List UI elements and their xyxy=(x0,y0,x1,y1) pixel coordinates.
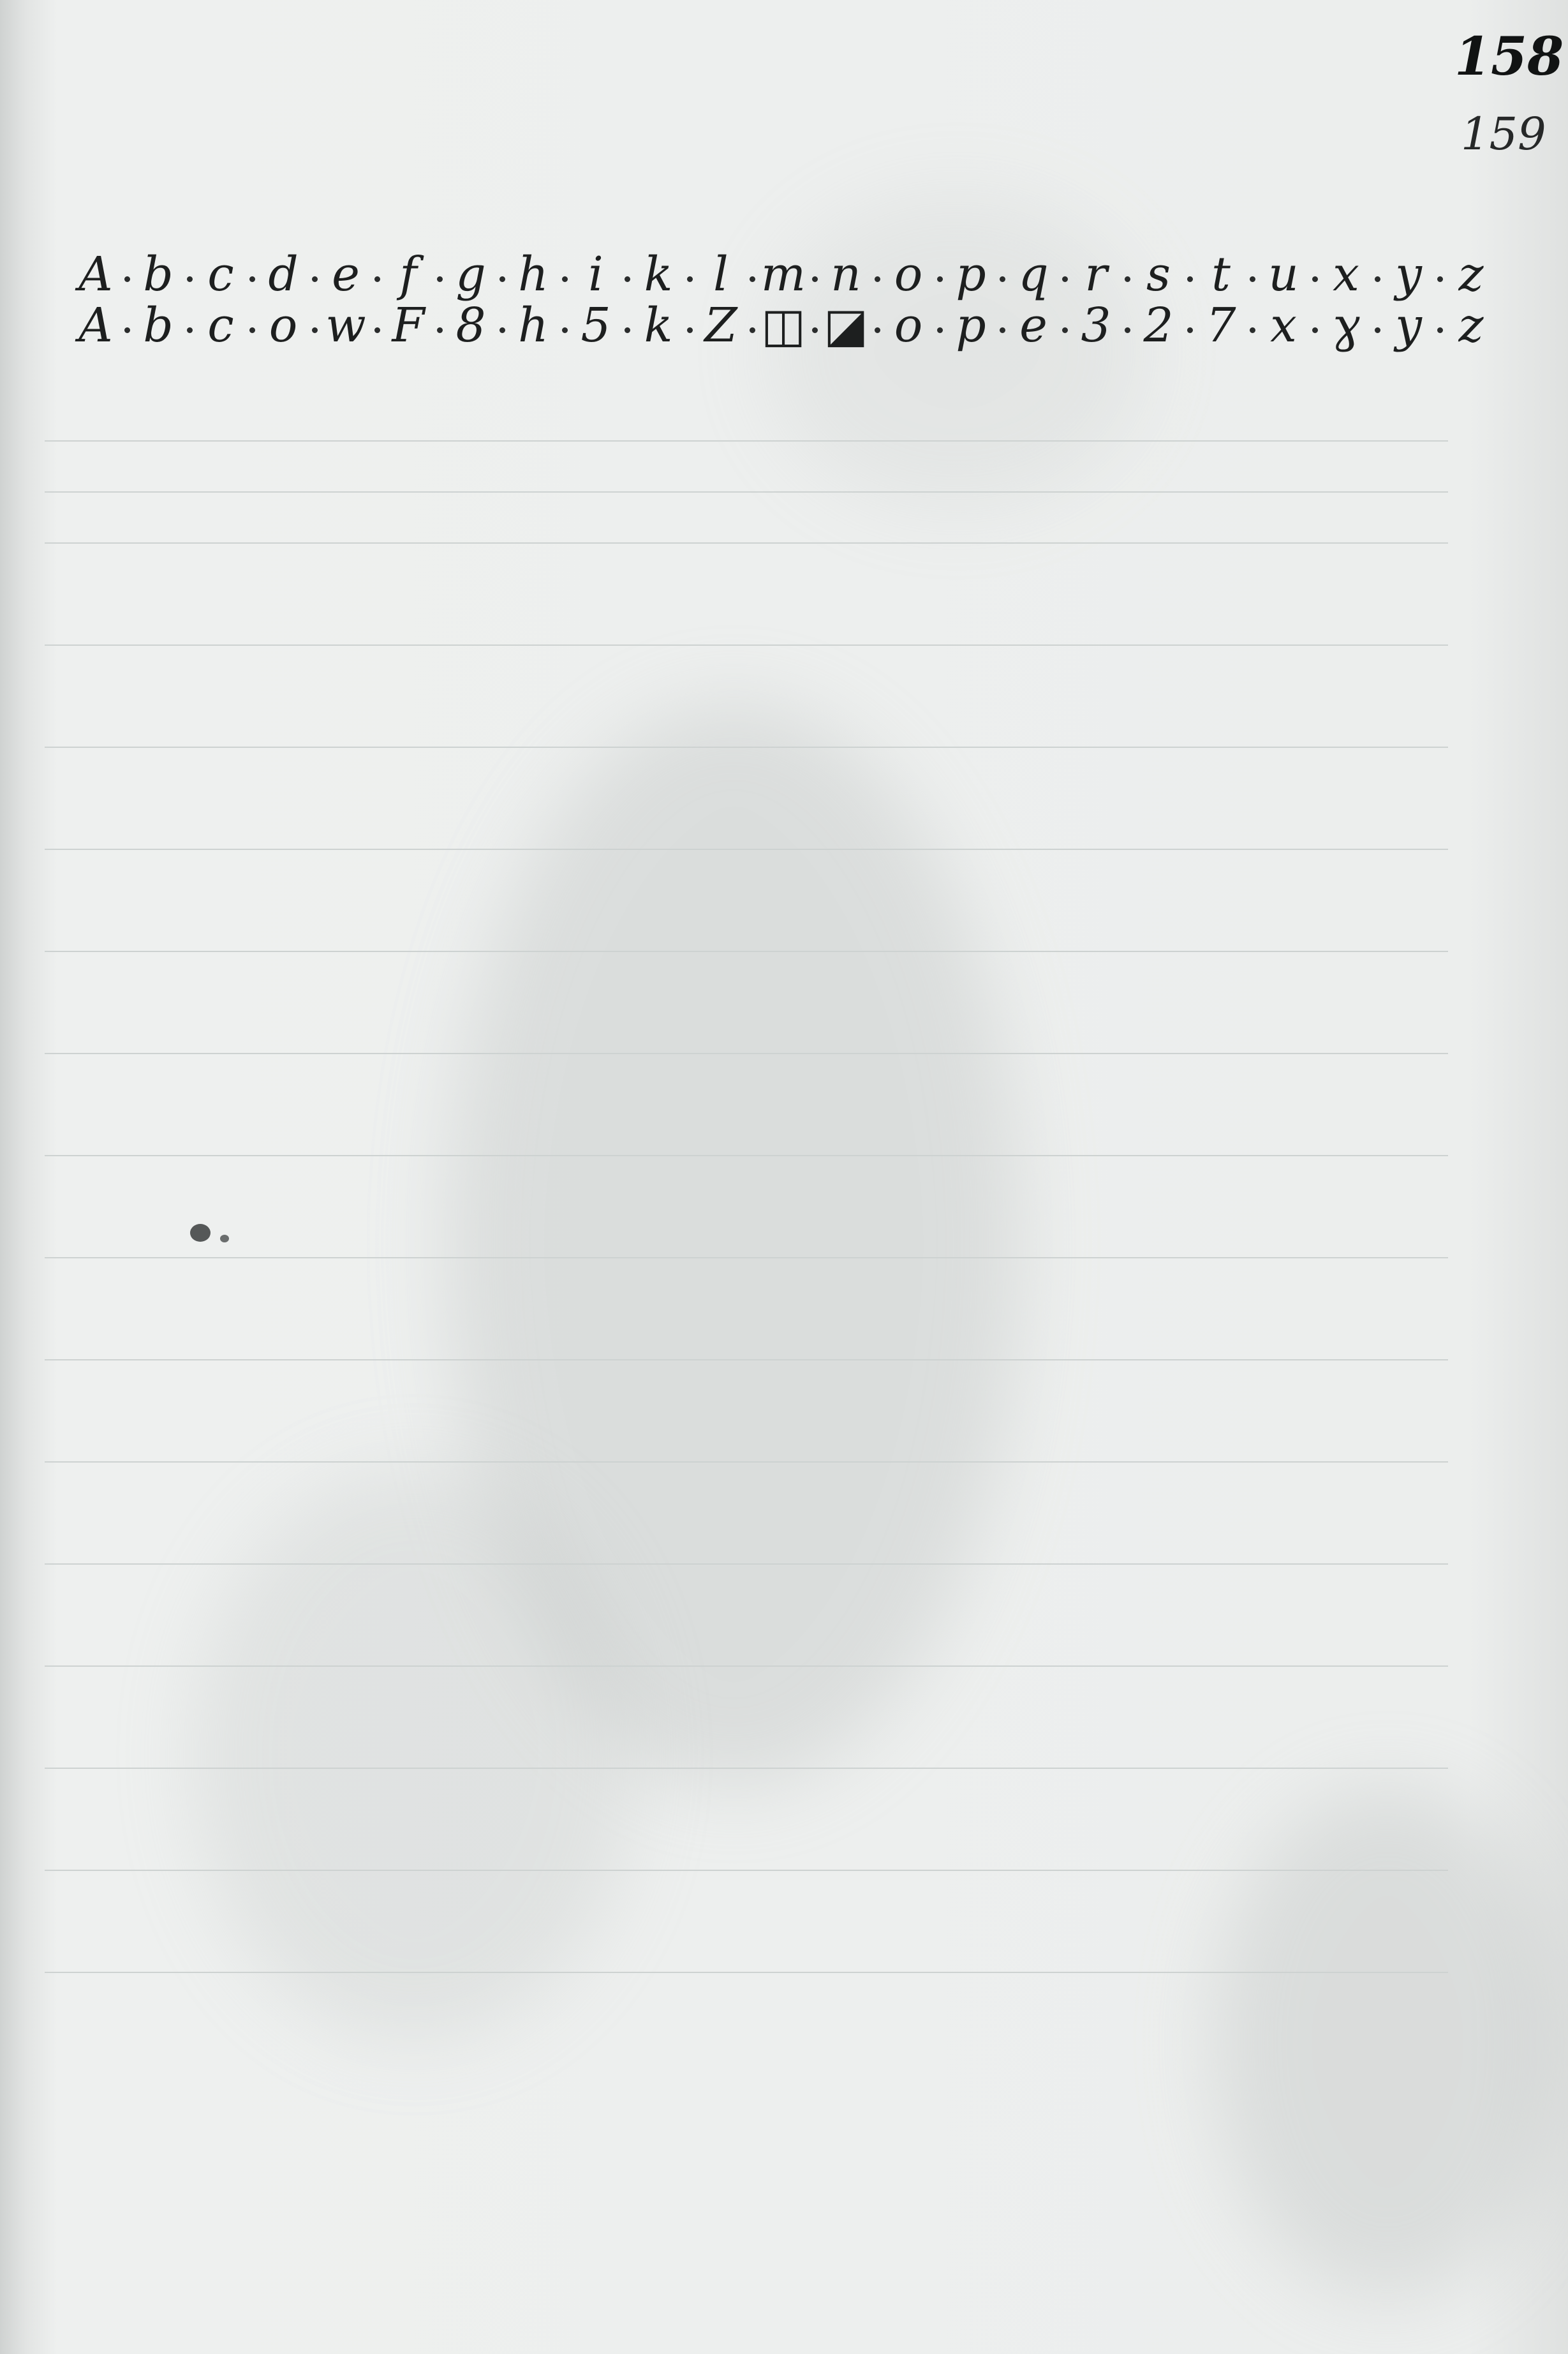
cipher-letter: 2 xyxy=(1143,298,1174,353)
cipher-letter: e xyxy=(1019,298,1047,353)
plain-letter: t xyxy=(1211,247,1231,302)
plain-letter: A xyxy=(78,247,113,302)
plain-letter: m xyxy=(760,247,806,302)
cipher-letter: o xyxy=(894,298,923,353)
plain-letter: e xyxy=(332,247,360,302)
cipher-letter: z xyxy=(1458,298,1484,353)
cipher-letter: 3 xyxy=(1081,298,1111,353)
plain-letter: u xyxy=(1268,247,1299,302)
cipher-letter: 7 xyxy=(1206,298,1236,353)
cipher-letter: ◪ xyxy=(824,298,868,353)
plain-letter: b xyxy=(143,247,174,302)
plain-letter: q xyxy=(1018,247,1049,302)
plain-letter: f xyxy=(399,247,417,302)
plain-letter: o xyxy=(894,247,923,302)
plain-letter: c xyxy=(207,247,234,302)
ink-blot xyxy=(220,1235,229,1242)
cipher-letter: y xyxy=(1395,298,1422,353)
plain-letter: z xyxy=(1458,247,1484,302)
cipher-letter: 5 xyxy=(581,298,611,353)
cipher-letter: F xyxy=(392,298,425,353)
plain-letter: i xyxy=(588,247,603,302)
plain-letter: l xyxy=(713,247,729,302)
plain-letter: d xyxy=(268,247,299,302)
folio-number: 159 xyxy=(1461,108,1546,160)
plain-letter: s xyxy=(1146,247,1171,302)
plain-letter: r xyxy=(1084,247,1107,302)
plain-letter: p xyxy=(956,247,986,302)
cipher-letter: p xyxy=(956,298,986,353)
plain-letter: x xyxy=(1333,247,1359,302)
plain-letter: h xyxy=(518,247,549,302)
plain-letter: y xyxy=(1395,247,1422,302)
cipher-letter: 8 xyxy=(455,298,486,353)
cipher-alphabet-row xyxy=(61,290,1515,367)
cipher-letter: c xyxy=(207,298,234,353)
cipher-letter: o xyxy=(269,298,298,353)
plain-letter: k xyxy=(644,247,673,302)
cipher-letter: ɣ xyxy=(1331,298,1361,353)
cipher-letter: h xyxy=(518,298,549,353)
cipher-letter: Z xyxy=(704,298,737,353)
plain-letter: n xyxy=(831,247,861,302)
folio-number-struck: 158 xyxy=(1454,26,1564,87)
cipher-letter: x xyxy=(1270,298,1297,353)
plain-letter: g xyxy=(455,247,486,302)
cipher-letter: ◫ xyxy=(761,298,806,353)
cipher-letter: w xyxy=(325,298,366,353)
cipher-letter: k xyxy=(644,298,673,353)
cipher-letter: A xyxy=(78,298,113,353)
cipher-letter: b xyxy=(143,298,174,353)
ink-blot xyxy=(190,1224,211,1242)
